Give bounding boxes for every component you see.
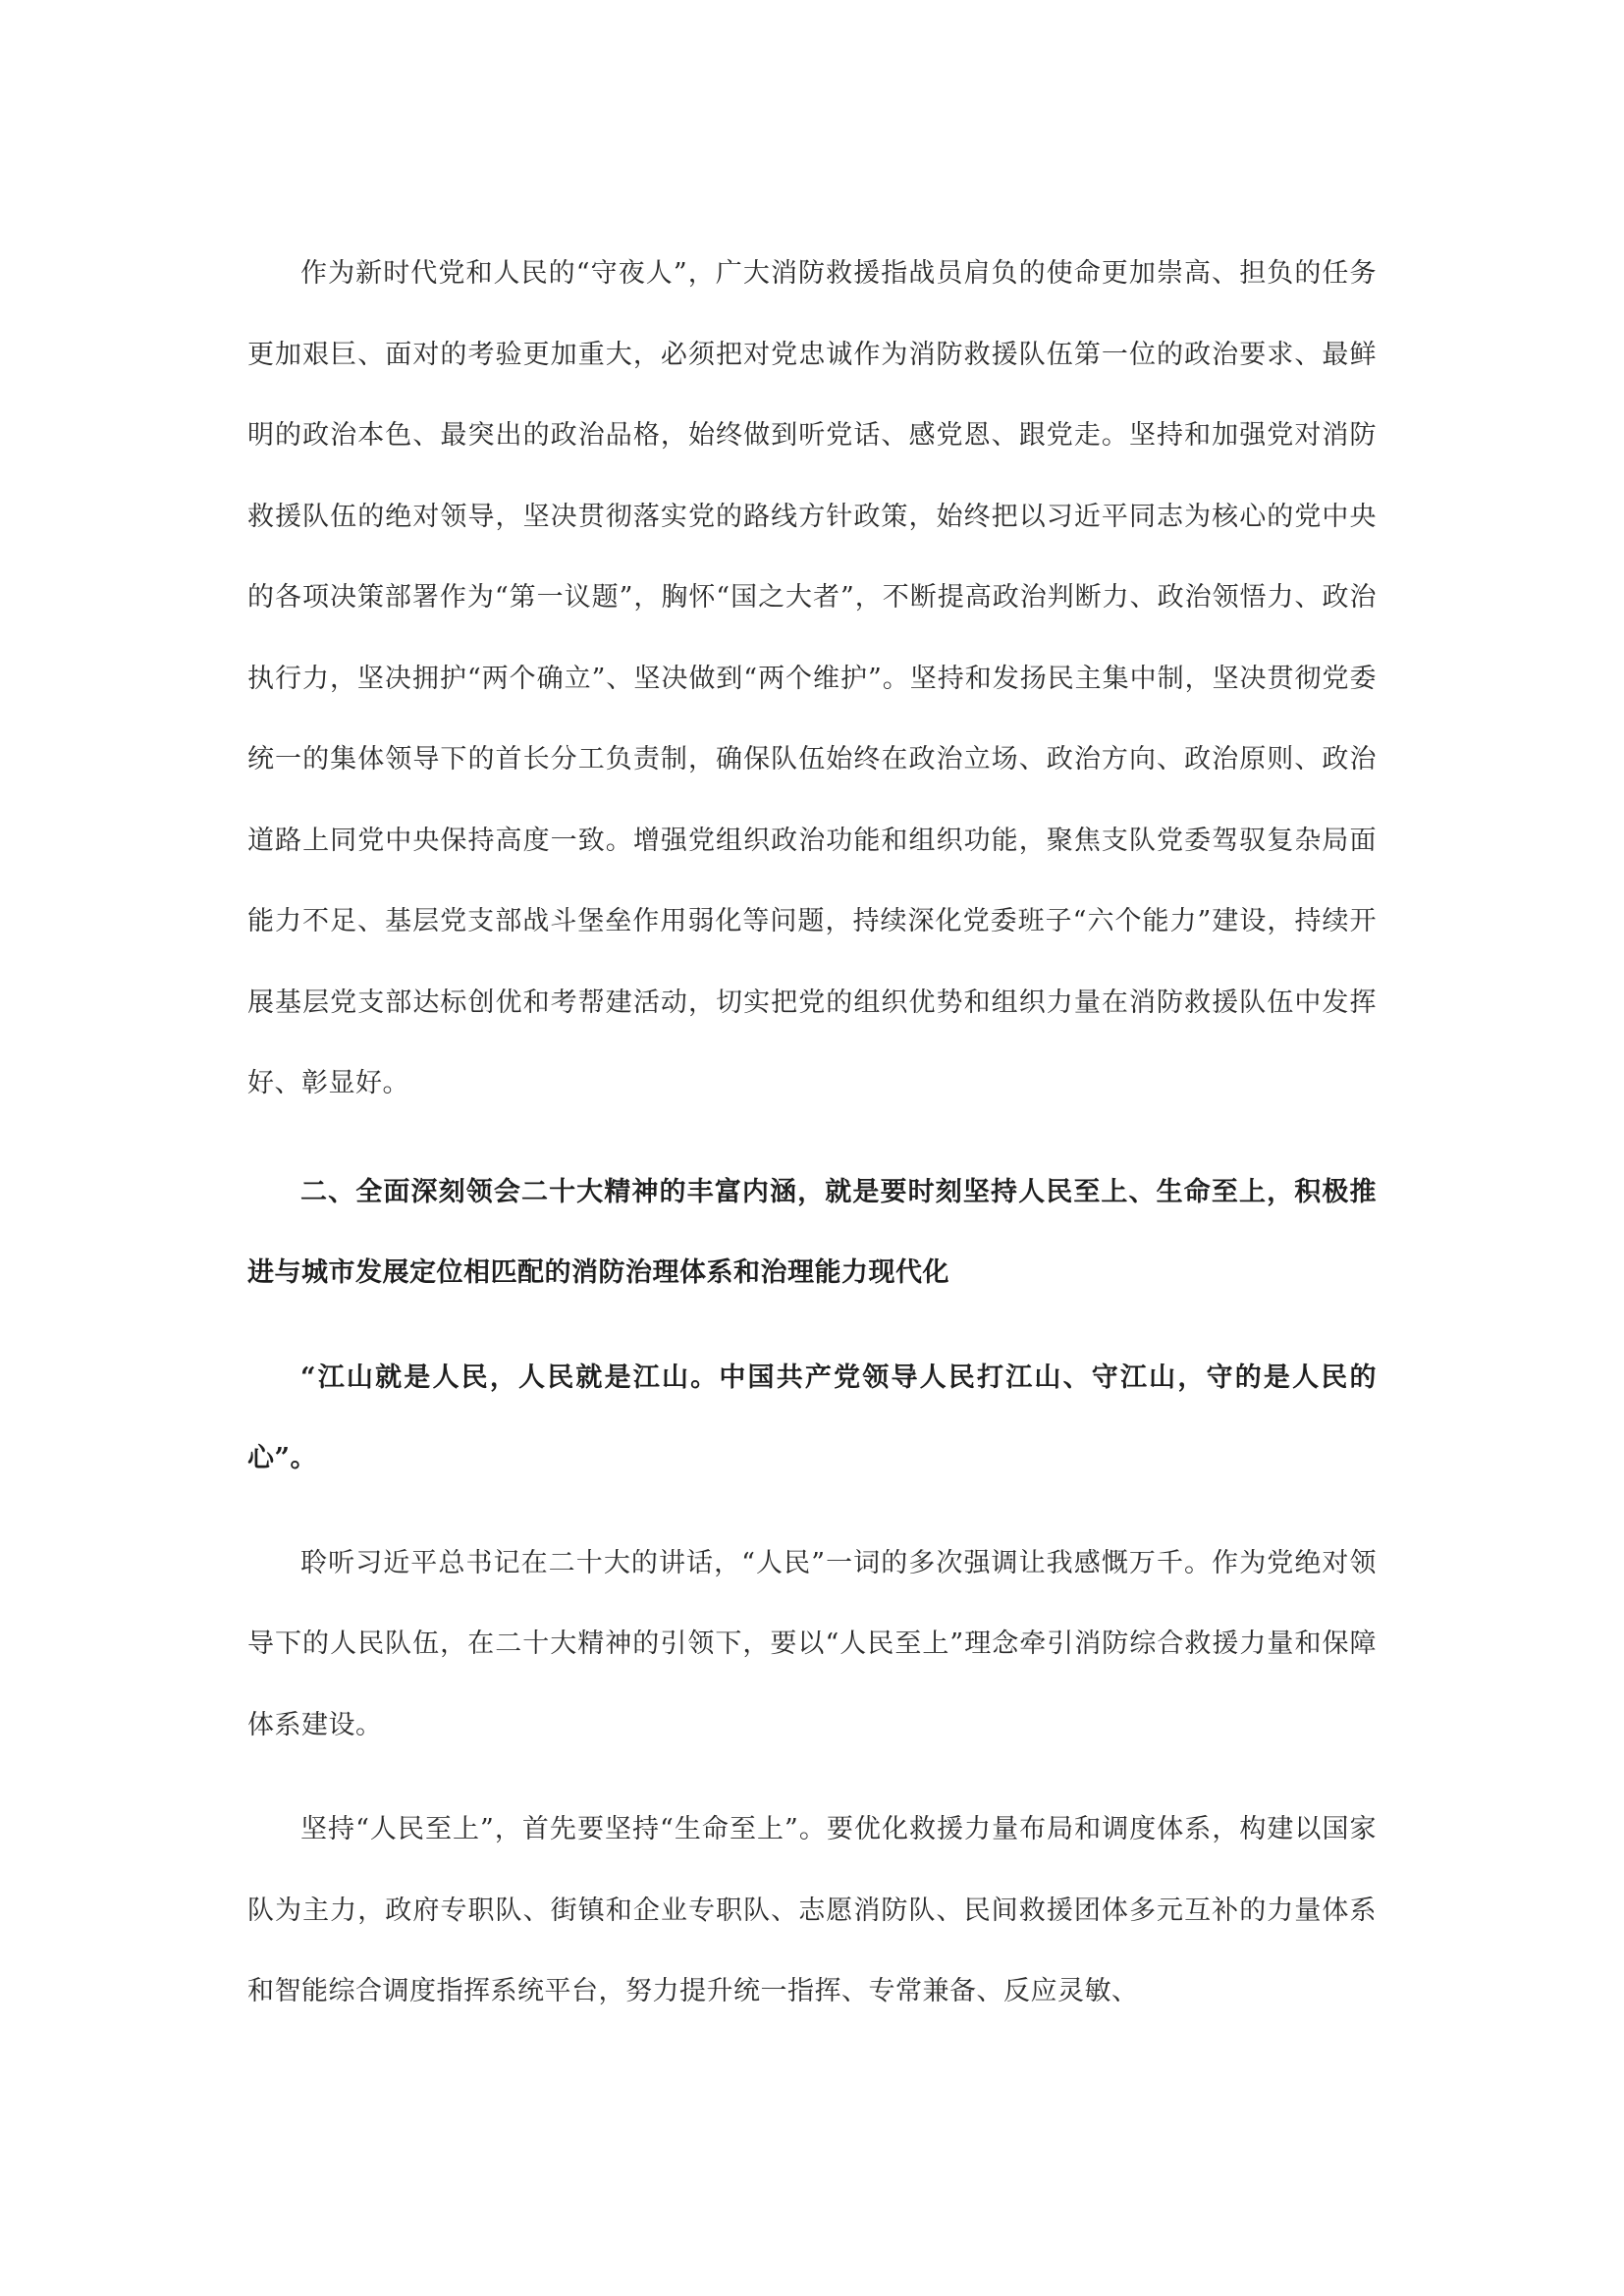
section-heading-two: 二、全面深刻领会二十大精神的丰富内涵，就是要时刻坚持人民至上、生命至上，积极推进与城市发展定位相匹配的消防治理体系和治理能力现代化 (247, 1176, 1377, 1288)
document-body (247, 234, 1377, 2033)
paragraph-people-first: 聆听习近平总书记在二十大的讲话，“人民”一词的多次强调让我感慨万千。作为党绝对领导下的人民队伍，在二十大精神的引领下，要以“人民至上”理念牵引消防综合救援力量和保障体系建设。 (247, 1547, 1377, 1740)
paragraph-party-loyalty: 作为新时代党和人民的“守夜人”，广大消防救援指战员肩负的使命更加崇高、担负的任务更加艰巨、面对的考验更加重大，必须把对党忠诚作为消防救援队伍第一位的政治要求、最鲜明的政治本色、最突出的政治品格，始终做到听党话、感党恩、跟党走。坚持和加强党对消防救援队伍的绝对领导，坚决贯彻落实党的路线方针政策，始终把以习近平同志为核心的党中央的各项决策部署作为“第一议题”，胸怀“国之大者”，不断提高政治判断力、政治领悟力、政治执行力，坚决拥护“两个确立”、坚决做到“两个维护”。坚持和发扬民主集中制，坚决贯彻党委统一的集体领导下的首长分工负责制，确保队伍始终在政治立场、政治方向、政治原则、政治道路上同党中央保持高度一致。增强党组织政治功能和组织功能，聚焦支队党委驾驭复杂局面能力不足、基层党支部战斗堡垒作用弱化等问题，持续深化党委班子“六个能力”建设，持续开展基层党支部达标创优和考帮建活动，切实把党的组织优势和组织力量在消防救援队伍中发挥好、彰显好。 (247, 258, 1377, 1098)
paragraph-quote: “江山就是人民，人民就是江山。中国共产党领导人民打江山、守江山，守的是人民的心”。 (247, 1362, 1377, 1473)
paragraph-life-first: 坚持“人民至上”，首先要坚持“生命至上”。要优化救援力量布局和调度体系，构建以国家队为主力，政府专职队、街镇和企业专职队、志愿消防队、民间救援团体多元互补的力量体系和智能综合调度指挥系统平台，努力提升统一指挥、专常兼备、反应灵敏、 (247, 1814, 1377, 2006)
